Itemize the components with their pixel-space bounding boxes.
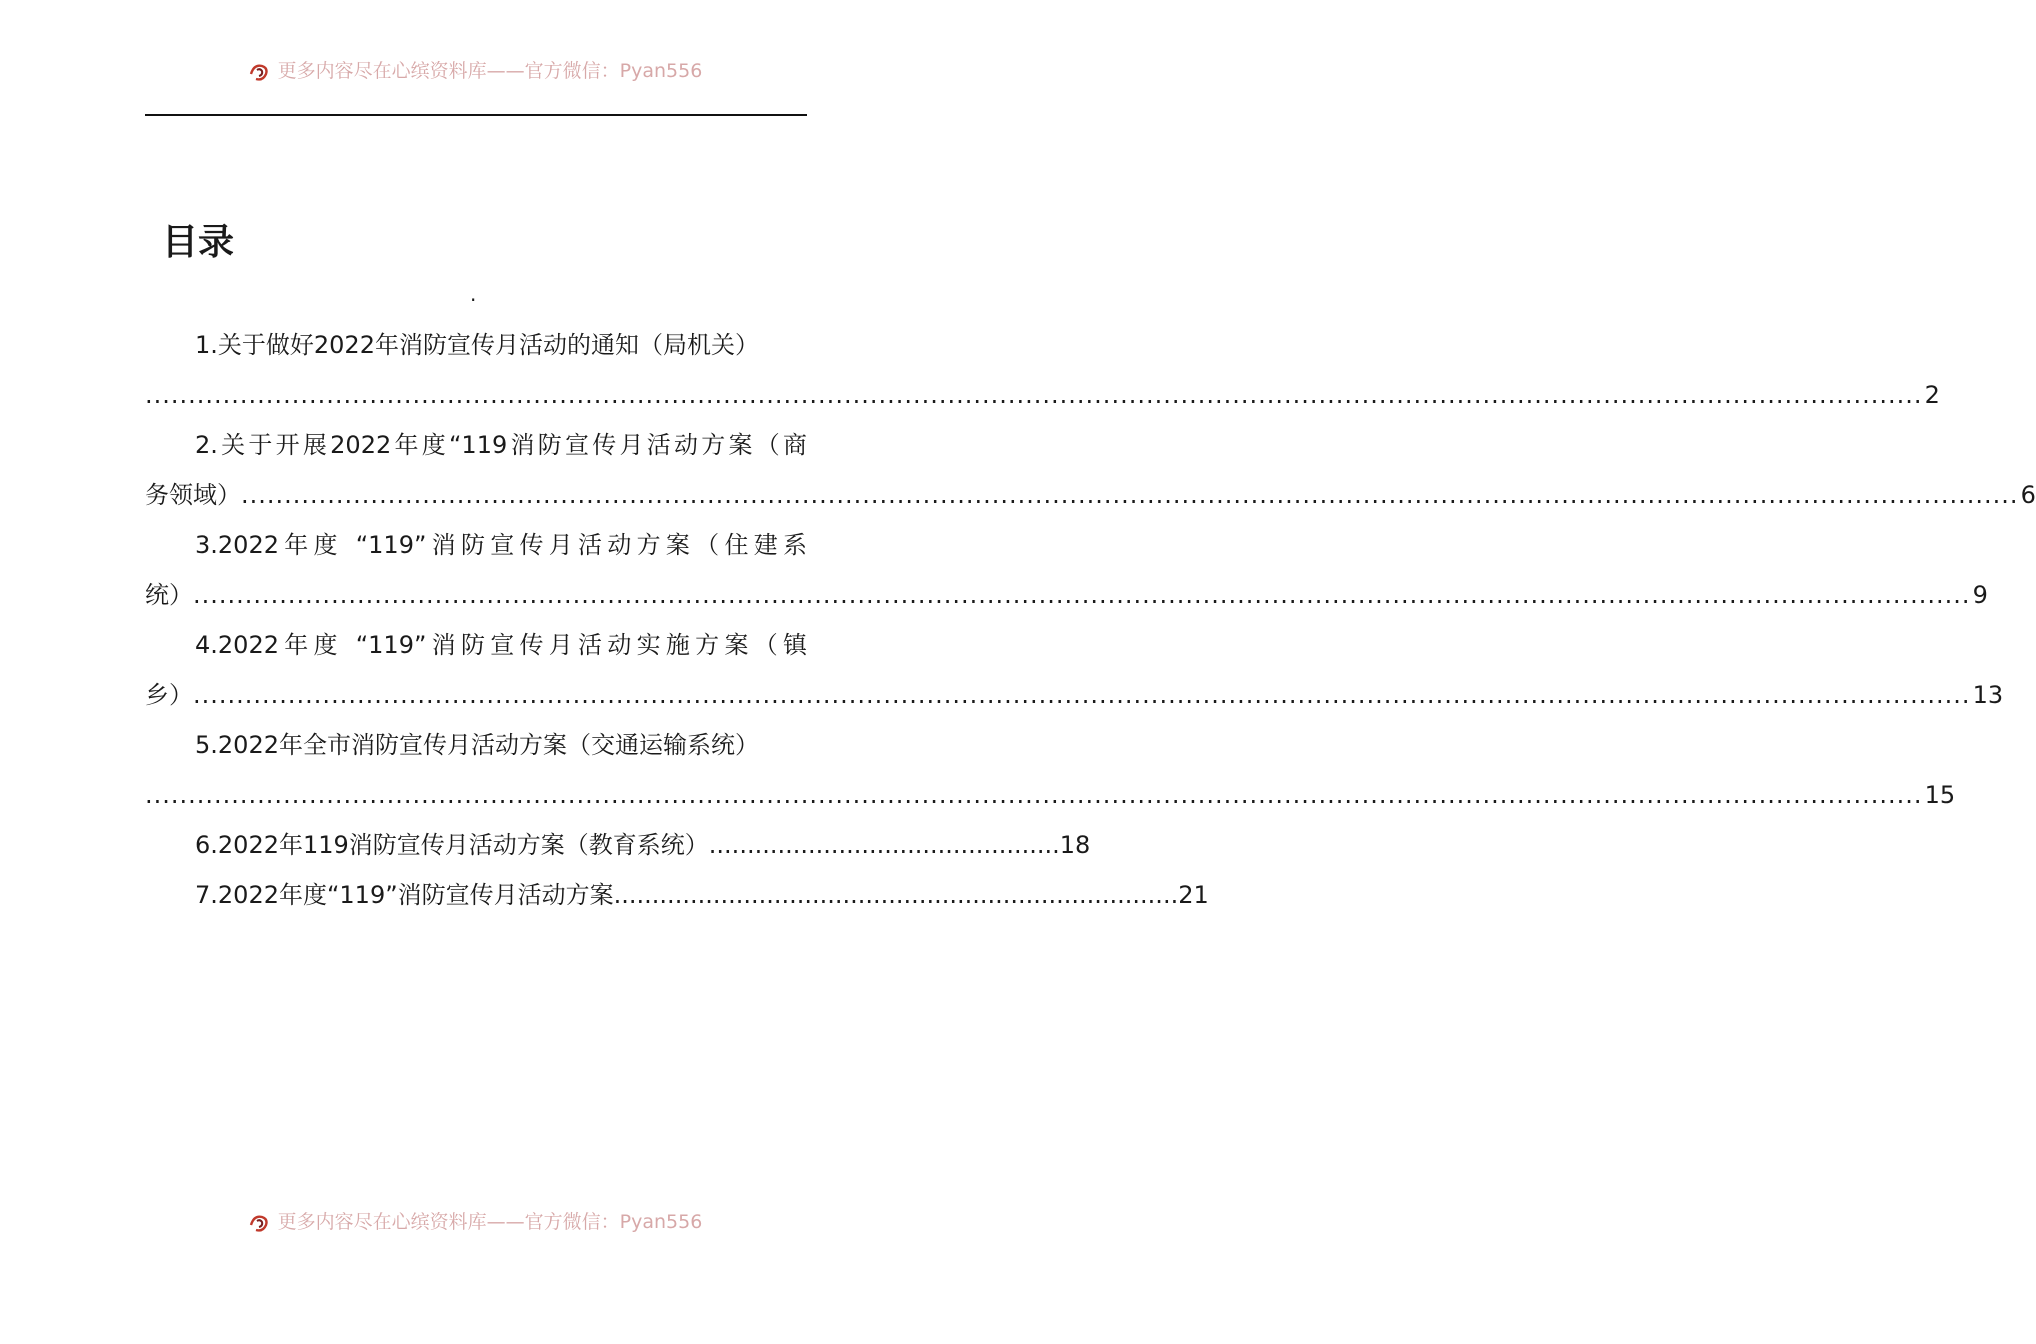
toc-entry-page: 9 (1972, 581, 1988, 609)
toc-entry-title-cont: 乡） (145, 681, 193, 709)
toc-entry-title-cont: 务领域） (145, 481, 241, 509)
watermark-text: 更多内容尽在心缤资料库——官方微信：Pyan556 (277, 1211, 703, 1233)
toc-entry-3[interactable] (145, 520, 1988, 620)
header-watermark (0, 57, 950, 83)
toc-entry-title: 6.2022年119消防宣传月活动方案（教育系统） (195, 831, 709, 859)
toc-entry-title: 5.2022年全市消防宣传月活动方案（交通运输系统） (195, 731, 759, 759)
toc-entry-title: 7.2022年度“119”消防宣传月活动方案 (195, 881, 614, 909)
toc-entry-line (145, 870, 1209, 920)
toc-entry-page: 15 (1924, 781, 1956, 809)
dot-leader (145, 770, 1923, 820)
toc-entry-page: 13 (1972, 681, 2004, 709)
toc-entry-title: 2.关于开展2022年度“119消防宣传月活动方案（商 (195, 431, 807, 459)
toc-entry-title: 3.2022年度 “119”消防宣传月活动方案（住建系 (195, 531, 807, 559)
toc-entry-7[interactable] (145, 870, 1209, 920)
toc-entry-page: 18 (1059, 831, 1091, 859)
center-dot-mark: · (470, 288, 477, 312)
toc-entry-page: 2 (1924, 381, 1940, 409)
toc-entry-4[interactable] (145, 620, 2004, 720)
toc-entry-title: 1.关于做好2022年消防宣传月活动的通知（局机关） (195, 331, 759, 359)
toc-entry-6[interactable] (145, 820, 1091, 870)
dot-leader: .............................................. (708, 831, 1060, 859)
watermark-text: 更多内容尽在心缤资料库——官方微信：Pyan556 (277, 60, 703, 82)
toc-entry-leader-line (145, 570, 1988, 620)
brand-logo-icon (248, 60, 272, 84)
dot-leader (193, 570, 1971, 620)
page-title: 目录 (162, 221, 235, 263)
toc-entry-page: 21 (1178, 881, 1209, 909)
footer-watermark (0, 1208, 950, 1234)
brand-logo-icon (248, 1211, 272, 1235)
toc-entry-line (145, 820, 1091, 870)
dot-leader (145, 370, 1923, 420)
header-rule (145, 114, 807, 116)
dot-leader: .......................................................................... (613, 881, 1179, 909)
toc-entry-leader-line (145, 670, 2004, 720)
toc-entry-title: 4.2022年度 “119”消防宣传月活动实施方案（镇 (195, 631, 807, 659)
table-of-contents (145, 320, 2036, 920)
dot-leader (241, 470, 2019, 520)
toc-entry-leader-line (145, 770, 1956, 820)
toc-entry-leader-line (145, 470, 2036, 520)
toc-entry-title-cont: 统） (145, 581, 193, 609)
toc-entry-page: 6 (2020, 481, 2036, 509)
toc-entry-2[interactable] (145, 420, 2036, 520)
toc-entry-leader-line (145, 370, 1940, 420)
toc-entry-1[interactable] (145, 320, 1940, 420)
toc-entry-5[interactable] (145, 720, 1956, 820)
dot-leader (193, 670, 1971, 720)
